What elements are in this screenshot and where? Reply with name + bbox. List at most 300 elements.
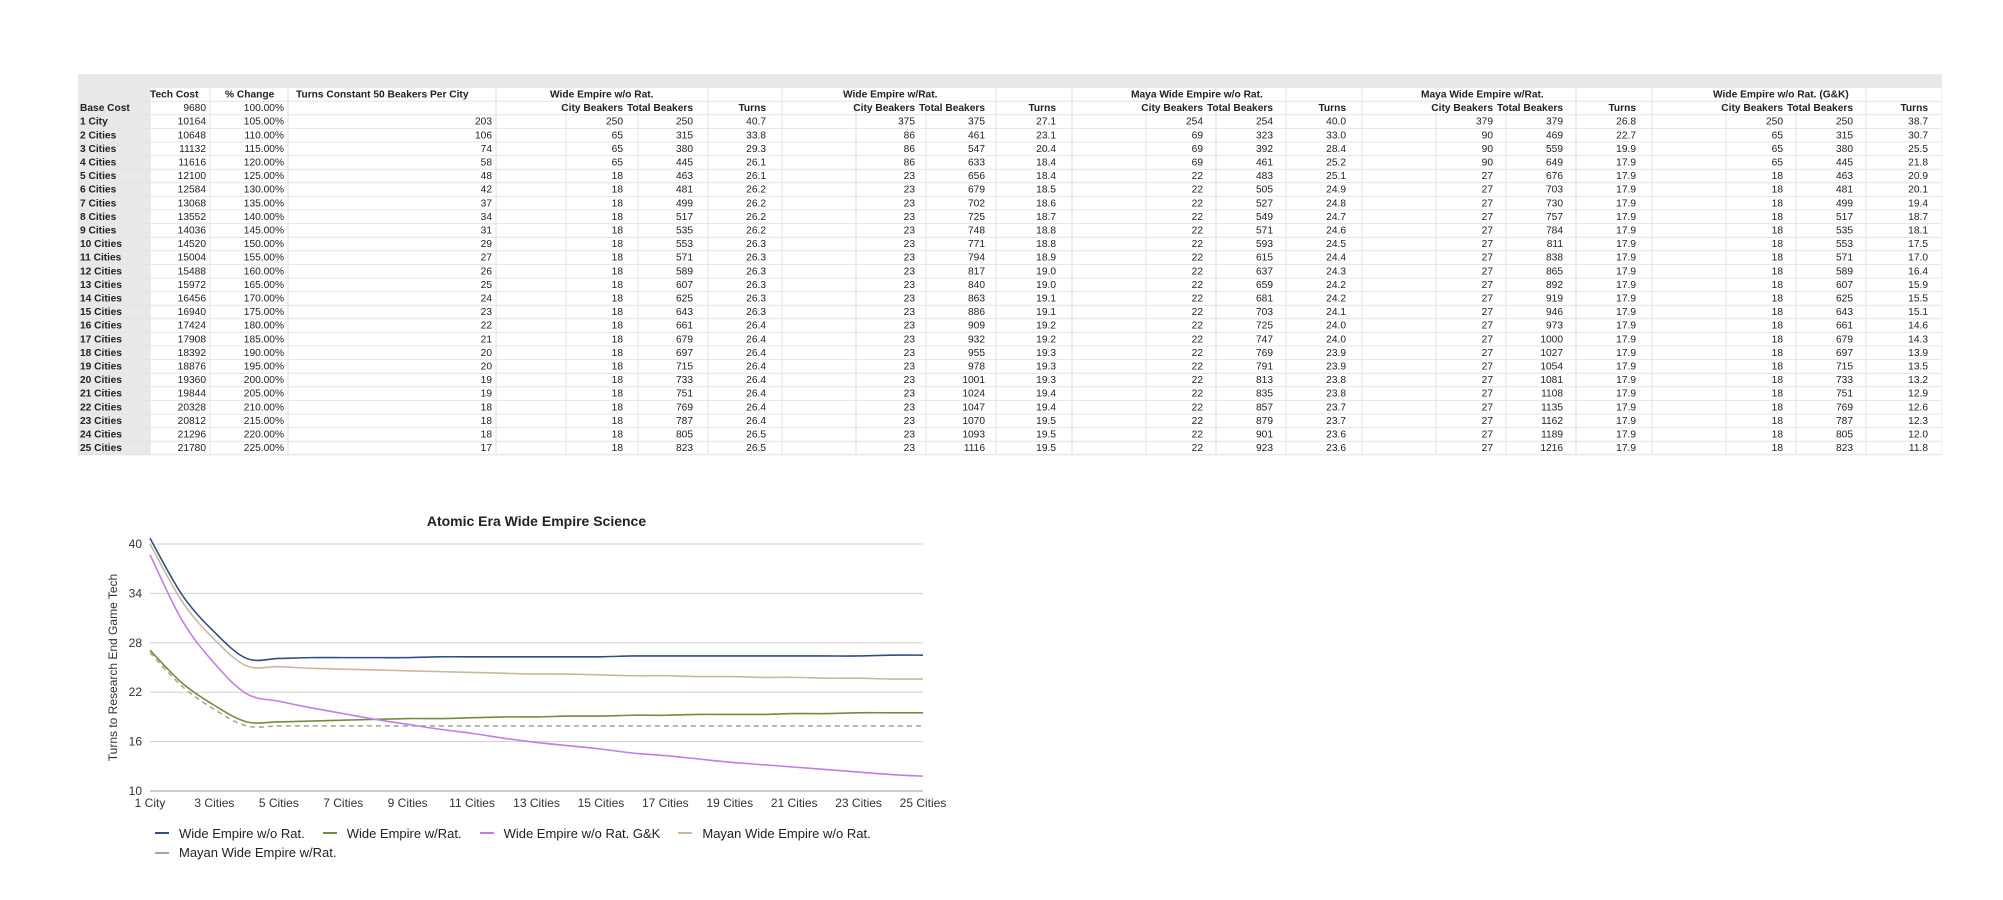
sub-header: City Beakers: [1431, 103, 1493, 115]
cell-value: 18: [1771, 429, 1783, 441]
cell-value: 23: [903, 375, 915, 387]
sub-header: Total Beakers: [1206, 103, 1273, 115]
cell-pct-change: 200.00%: [243, 375, 284, 387]
cell-value: 1081: [1540, 375, 1563, 387]
cell-value: 17.0: [1908, 252, 1928, 264]
cell-turns-constant: 20: [480, 361, 492, 373]
sub-header: Turns: [1900, 103, 1928, 115]
cell-pct-change: 110.00%: [244, 130, 284, 142]
cell-value: 27: [1481, 293, 1493, 305]
legend-item: [155, 844, 337, 861]
cell-value: 18: [1771, 347, 1783, 359]
cell-value: 27: [1481, 429, 1493, 441]
cell-turns-constant: 106: [475, 130, 492, 142]
cell-value: 13.2: [1908, 375, 1928, 387]
cell-pct-change: 145.00%: [243, 225, 284, 237]
cell-value: 25.1: [1326, 171, 1346, 183]
cell-value: 18: [1771, 443, 1783, 455]
legend-swatch: [480, 832, 494, 834]
cell-value: 24.4: [1326, 252, 1346, 264]
cell-value: 26.3: [746, 293, 766, 305]
row-label: 9 Cities: [80, 225, 117, 237]
cell-value: 679: [676, 334, 693, 346]
cell-value: 17.9: [1616, 184, 1636, 196]
cell-pct-change: 215.00%: [243, 415, 284, 427]
cell-value: 835: [1256, 388, 1273, 400]
cell-value: 817: [968, 266, 985, 278]
cell-value: 22: [1191, 429, 1203, 441]
cell-value: 787: [1836, 415, 1853, 427]
cell-value: 33.0: [1326, 130, 1346, 142]
row-label: 14 Cities: [80, 293, 122, 305]
cell-value: 17.9: [1616, 443, 1636, 455]
cell-tech-cost: 10648: [177, 130, 206, 142]
x-tick-label: 11 Cities: [449, 796, 495, 810]
cell-value: 791: [1256, 361, 1273, 373]
cell-value: 23: [903, 184, 915, 196]
cell-value: 22: [1191, 225, 1203, 237]
cell-value: 535: [676, 225, 693, 237]
cell-value: 26.2: [746, 184, 766, 196]
cell-value: 40.7: [746, 116, 766, 128]
cell-value: 26.3: [746, 307, 766, 319]
cell-tech-cost: 10164: [177, 116, 206, 128]
cell-value: 26.1: [746, 171, 766, 183]
col-header-pct-change: % Change: [225, 89, 275, 101]
cell-value: 589: [1836, 266, 1853, 278]
cell-tech-cost: 19844: [177, 388, 206, 400]
cell-value: 19.0: [1036, 279, 1056, 291]
cell-value: 517: [676, 211, 693, 223]
cell-value: 23: [903, 347, 915, 359]
cell-value: 27: [1481, 443, 1493, 455]
cell-value: 380: [1836, 143, 1853, 155]
cell-value: 250: [1836, 116, 1853, 128]
cell-value: 65: [1771, 143, 1783, 155]
base-pct-change: 100.00%: [243, 103, 284, 115]
cell-value: 24.0: [1326, 320, 1346, 332]
cell-pct-change: 160.00%: [243, 266, 284, 278]
cell-value: 17.9: [1616, 402, 1636, 414]
row-label: 5 Cities: [80, 171, 117, 183]
cell-value: 26.2: [746, 198, 766, 210]
cell-value: 463: [1836, 171, 1853, 183]
cell-value: 18: [611, 279, 623, 291]
cell-pct-change: 135.00%: [243, 198, 284, 210]
cell-value: 18: [1771, 239, 1783, 251]
cell-value: 27: [1481, 252, 1493, 264]
cell-value: 18: [611, 211, 623, 223]
cell-value: 29.3: [746, 143, 766, 155]
legend-swatch: [155, 852, 169, 854]
cell-value: 725: [1256, 320, 1273, 332]
cell-tech-cost: 15004: [177, 252, 206, 264]
cell-value: 649: [1546, 157, 1563, 169]
cell-turns-constant: 21: [480, 334, 492, 346]
cell-value: 18: [611, 388, 623, 400]
cell-value: 1216: [1540, 443, 1563, 455]
cell-value: 30.7: [1908, 130, 1928, 142]
sub-header: Total Beakers: [626, 103, 693, 115]
cell-value: 69: [1191, 143, 1203, 155]
cell-value: 23: [903, 388, 915, 400]
cell-value: 17.5: [1908, 239, 1928, 251]
cell-value: 1027: [1540, 347, 1563, 359]
cell-value: 17.9: [1616, 293, 1636, 305]
cell-value: 751: [676, 388, 693, 400]
cell-value: 27: [1481, 279, 1493, 291]
cell-value: 315: [676, 130, 693, 142]
cell-value: 1001: [962, 375, 985, 387]
cell-value: 715: [1836, 361, 1853, 373]
cell-value: 805: [676, 429, 693, 441]
cell-value: 27: [1481, 211, 1493, 223]
cell-turns-constant: 18: [480, 415, 492, 427]
cell-value: 69: [1191, 157, 1203, 169]
legend-item: [323, 825, 462, 842]
cell-tech-cost: 11132: [179, 143, 206, 155]
cell-turns-constant: 17: [480, 443, 492, 455]
cell-value: 15.5: [1908, 293, 1928, 305]
col-header-turns-constant: Turns Constant 50 Beakers Per City: [296, 89, 469, 101]
cell-value: 23.1: [1036, 130, 1056, 142]
cell-value: 65: [1771, 157, 1783, 169]
cell-value: 26.5: [746, 429, 766, 441]
cell-value: 21.8: [1908, 157, 1928, 169]
cell-value: 1093: [962, 429, 985, 441]
cell-turns-constant: 22: [480, 320, 492, 332]
base-tech-cost: 9680: [183, 103, 206, 115]
cell-value: 26.2: [746, 211, 766, 223]
cell-value: 22: [1191, 239, 1203, 251]
cell-value: 24.2: [1326, 293, 1346, 305]
cell-tech-cost: 17908: [177, 334, 206, 346]
cell-turns-constant: 74: [480, 143, 492, 155]
cell-value: 323: [1256, 130, 1273, 142]
series-line-wide-empire-w-o-rat-: [150, 538, 923, 660]
cell-turns-constant: 26: [480, 266, 492, 278]
cell-value: 17.9: [1616, 334, 1636, 346]
cell-value: 23: [903, 361, 915, 373]
cell-value: 22: [1191, 415, 1203, 427]
cell-value: 679: [968, 184, 985, 196]
cell-value: 469: [1546, 130, 1563, 142]
cell-value: 757: [1546, 211, 1563, 223]
cell-value: 23: [903, 239, 915, 251]
cell-tech-cost: 15488: [177, 266, 206, 278]
line-chart: [105, 510, 975, 860]
cell-tech-cost: 18392: [177, 347, 206, 359]
cell-value: 559: [1546, 143, 1563, 155]
cell-value: 18: [611, 402, 623, 414]
cell-value: 643: [1836, 307, 1853, 319]
cell-value: 18: [611, 334, 623, 346]
cell-value: 12.3: [1908, 415, 1928, 427]
cell-pct-change: 180.00%: [243, 320, 284, 332]
cell-value: 499: [676, 198, 693, 210]
cell-value: 27: [1481, 375, 1493, 387]
cell-value: 17.9: [1616, 415, 1636, 427]
cell-turns-constant: 203: [475, 116, 492, 128]
cell-value: 90: [1481, 157, 1493, 169]
x-tick-label: 13 Cities: [513, 796, 560, 810]
cell-value: 17.9: [1616, 307, 1636, 319]
cell-value: 18: [611, 347, 623, 359]
cell-pct-change: 130.00%: [243, 184, 284, 196]
cell-value: 12.6: [1908, 402, 1928, 414]
cell-value: 703: [1546, 184, 1563, 196]
cell-value: 23: [903, 211, 915, 223]
y-axis-label: Turns to Research End Game Tech: [106, 573, 120, 762]
cell-value: 697: [1836, 347, 1853, 359]
cell-value: 18: [611, 239, 623, 251]
cell-value: 932: [968, 334, 985, 346]
cell-value: 18: [1771, 375, 1783, 387]
cell-value: 978: [968, 361, 985, 373]
cell-value: 18: [1771, 334, 1783, 346]
cell-value: 1000: [1540, 334, 1563, 346]
row-label: 12 Cities: [80, 266, 122, 278]
cell-value: 23.7: [1326, 402, 1346, 414]
cell-value: 18: [1771, 320, 1783, 332]
cell-value: 23.6: [1326, 429, 1346, 441]
cell-value: 607: [676, 279, 693, 291]
x-tick-label: 25 Cities: [899, 796, 947, 810]
cell-value: 661: [676, 320, 693, 332]
cell-value: 22: [1191, 252, 1203, 264]
cell-value: 615: [1256, 252, 1273, 264]
cell-value: 90: [1481, 130, 1493, 142]
cell-value: 23: [903, 429, 915, 441]
row-label: 23 Cities: [80, 415, 122, 427]
cell-value: 18: [611, 415, 623, 427]
cell-value: 38.7: [1908, 116, 1928, 128]
cell-value: 65: [611, 157, 623, 169]
cell-pct-change: 150.00%: [243, 239, 284, 251]
cell-value: 17.9: [1616, 361, 1636, 373]
cell-value: 22: [1191, 361, 1203, 373]
cell-value: 643: [676, 307, 693, 319]
cell-value: 23: [903, 307, 915, 319]
cell-turns-constant: 27: [480, 252, 492, 264]
cell-turns-constant: 58: [480, 157, 492, 169]
cell-value: 483: [1256, 171, 1273, 183]
cell-value: 18: [1771, 307, 1783, 319]
x-tick-label: 9 Cities: [387, 796, 428, 810]
cell-value: 481: [1836, 184, 1853, 196]
cell-value: 517: [1836, 211, 1853, 223]
cell-value: 250: [606, 116, 623, 128]
cell-value: 22: [1191, 171, 1203, 183]
cell-value: 27: [1481, 171, 1493, 183]
cell-pct-change: 115.00%: [244, 143, 284, 155]
cell-tech-cost: 19360: [177, 375, 206, 387]
cell-value: 813: [1256, 375, 1273, 387]
y-tick-label: 16: [128, 734, 142, 749]
cell-value: 26.2: [746, 225, 766, 237]
cell-value: 656: [968, 171, 985, 183]
cell-value: 24.3: [1326, 266, 1346, 278]
cell-value: 18.4: [1036, 157, 1056, 169]
cell-value: 13.5: [1908, 361, 1928, 373]
cell-value: 1070: [962, 415, 985, 427]
cell-value: 18: [611, 266, 623, 278]
cell-value: 923: [1256, 443, 1273, 455]
cell-turns-constant: 19: [480, 388, 492, 400]
cell-value: 18: [611, 429, 623, 441]
cell-value: 254: [1186, 116, 1203, 128]
row-label: 1 City: [80, 116, 108, 128]
cell-value: 22: [1191, 388, 1203, 400]
cell-value: 13.9: [1908, 347, 1928, 359]
legend-item: [678, 825, 870, 842]
cell-value: 787: [676, 415, 693, 427]
sub-header: Turns: [1318, 103, 1346, 115]
series-line-mayan-wide-empire-w-rat-: [150, 653, 923, 727]
cell-value: 18: [611, 443, 623, 455]
cell-value: 25.2: [1326, 157, 1346, 169]
x-tick-label: 5 Cities: [258, 796, 299, 810]
legend-label: Mayan Wide Empire w/Rat.: [179, 845, 337, 860]
cell-value: 823: [676, 443, 693, 455]
cell-value: 18: [1771, 252, 1783, 264]
x-tick-label: 3 Cities: [194, 796, 235, 810]
cell-value: 633: [968, 157, 985, 169]
cell-value: 863: [968, 293, 985, 305]
cell-value: 23: [903, 415, 915, 427]
cell-value: 19.2: [1036, 320, 1056, 332]
cell-pct-change: 155.00%: [243, 252, 284, 264]
cell-value: 18.4: [1036, 171, 1056, 183]
row-label: 2 Cities: [80, 130, 117, 142]
cell-value: 18: [611, 320, 623, 332]
row-label: 6 Cities: [80, 184, 117, 196]
cell-tech-cost: 11616: [178, 157, 206, 169]
cell-value: 18.7: [1908, 211, 1928, 223]
cell-tech-cost: 16940: [177, 307, 206, 319]
cell-value: 1054: [1540, 361, 1563, 373]
cell-value: 527: [1256, 198, 1273, 210]
sub-header: City Beakers: [1141, 103, 1203, 115]
cell-pct-change: 125.00%: [243, 171, 284, 183]
group-header: Wide Empire w/o Rat. (G&K): [1713, 89, 1849, 101]
cell-value: 26.4: [746, 388, 766, 400]
x-tick-label: 21 Cities: [770, 796, 818, 810]
cell-value: 18.5: [1036, 184, 1056, 196]
cell-value: 26.4: [746, 361, 766, 373]
cell-value: 18: [611, 171, 623, 183]
cell-value: 12.9: [1908, 388, 1928, 400]
data-table: [78, 74, 1942, 480]
cell-value: 23: [903, 171, 915, 183]
x-tick-label: 19 Cities: [706, 796, 754, 810]
cell-tech-cost: 16456: [177, 293, 206, 305]
cell-value: 23: [903, 266, 915, 278]
cell-value: 571: [1256, 225, 1273, 237]
sub-header: City Beakers: [561, 103, 623, 115]
cell-value: 24.2: [1326, 279, 1346, 291]
row-label: 4 Cities: [80, 157, 117, 169]
cell-value: 18.6: [1036, 198, 1056, 210]
row-label: 15 Cities: [80, 307, 122, 319]
cell-value: 23: [903, 252, 915, 264]
cell-value: 23.8: [1326, 388, 1346, 400]
cell-value: 23: [903, 334, 915, 346]
cell-value: 22: [1191, 279, 1203, 291]
cell-value: 879: [1256, 415, 1273, 427]
cell-value: 24.8: [1326, 198, 1346, 210]
cell-value: 20.1: [1908, 184, 1928, 196]
cell-value: 12.0: [1908, 429, 1928, 441]
cell-value: 679: [1836, 334, 1853, 346]
cell-value: 28.4: [1326, 143, 1346, 155]
cell-value: 19.3: [1036, 361, 1056, 373]
cell-value: 805: [1836, 429, 1853, 441]
legend-item: [155, 825, 305, 842]
cell-value: 23: [903, 320, 915, 332]
cell-turns-constant: 23: [480, 307, 492, 319]
cell-value: 27: [1481, 402, 1493, 414]
row-label: 19 Cities: [80, 361, 122, 373]
cell-value: 24.5: [1326, 239, 1346, 251]
cell-value: 22: [1191, 198, 1203, 210]
cell-value: 27: [1481, 347, 1493, 359]
cell-value: 973: [1546, 320, 1563, 332]
cell-value: 19.2: [1036, 334, 1056, 346]
cell-value: 24.9: [1326, 184, 1346, 196]
legend-item: [480, 825, 661, 842]
cell-turns-constant: 48: [480, 171, 492, 183]
cell-value: 15.9: [1908, 279, 1928, 291]
cell-value: 26.4: [746, 415, 766, 427]
cell-value: 26.1: [746, 157, 766, 169]
legend-label: Mayan Wide Empire w/o Rat.: [702, 825, 871, 841]
y-tick-label: 10: [128, 784, 142, 798]
cell-value: 26.8: [1616, 116, 1636, 128]
cell-value: 90: [1481, 143, 1493, 155]
cell-tech-cost: 14520: [177, 239, 206, 251]
cell-value: 23: [903, 198, 915, 210]
cell-value: 86: [903, 157, 915, 169]
sub-header: Turns: [738, 103, 766, 115]
cell-value: 811: [1546, 239, 1563, 251]
cell-pct-change: 205.00%: [243, 388, 284, 400]
cell-value: 40.0: [1326, 116, 1346, 128]
cell-value: 15.1: [1908, 307, 1928, 319]
cell-value: 865: [1546, 266, 1563, 278]
row-label-base-cost: Base Cost: [80, 103, 130, 115]
cell-value: 65: [1771, 130, 1783, 142]
cell-value: 27.1: [1036, 116, 1056, 128]
sub-header: Total Beakers: [1496, 103, 1563, 115]
row-label: 3 Cities: [80, 143, 117, 155]
cell-pct-change: 190.00%: [243, 347, 284, 359]
cell-value: 19.9: [1616, 143, 1636, 155]
cell-value: 946: [1546, 307, 1563, 319]
cell-value: 17.9: [1616, 429, 1636, 441]
cell-value: 715: [676, 361, 693, 373]
cell-value: 27: [1481, 198, 1493, 210]
cell-value: 19.1: [1036, 307, 1056, 319]
cell-value: 19.0: [1036, 266, 1056, 278]
cell-value: 24.1: [1326, 307, 1346, 319]
cell-value: 593: [1256, 239, 1273, 251]
cell-value: 18.8: [1036, 239, 1056, 251]
cell-value: 375: [898, 116, 915, 128]
cell-value: 659: [1256, 279, 1273, 291]
row-label: 17 Cities: [80, 334, 122, 346]
group-header: Maya Wide Empire w/o Rat.: [1131, 89, 1263, 101]
